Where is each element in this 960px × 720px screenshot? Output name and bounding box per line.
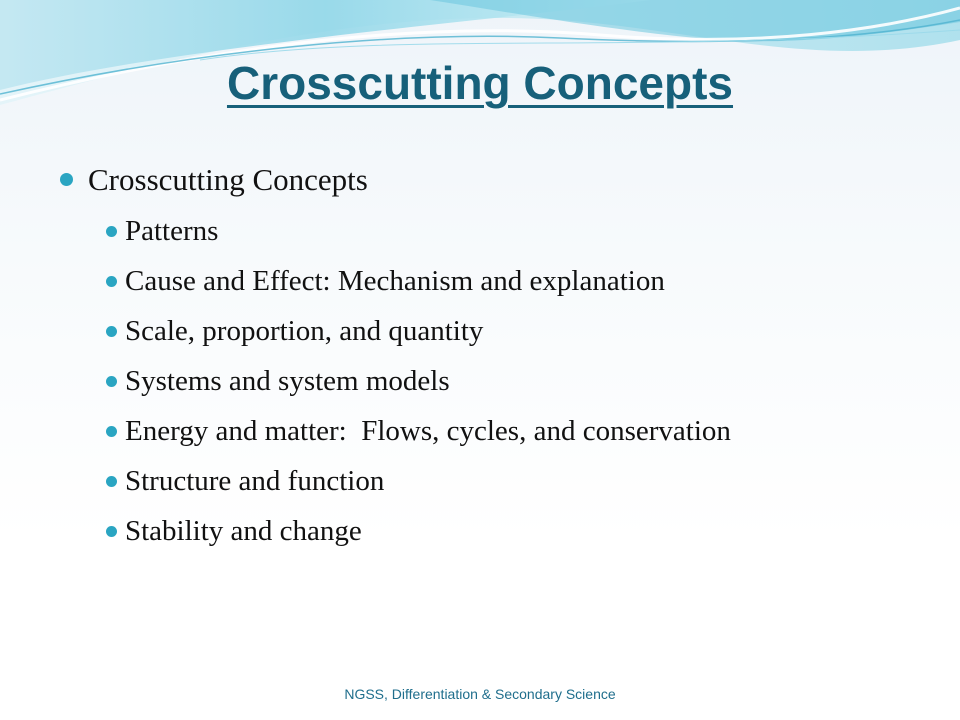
bullet-icon xyxy=(106,526,117,537)
list-item-label: Scale, proportion, and quantity xyxy=(125,315,484,347)
slide-title: Crosscutting Concepts xyxy=(226,57,734,109)
sub-bullet-list xyxy=(106,206,940,556)
list-item-label: Energy and matter: Flows, cycles, and conservation xyxy=(125,415,731,447)
list-item xyxy=(106,456,940,506)
list-item-label: Cause and Effect: Mechanism and explanation xyxy=(125,265,665,297)
list-item xyxy=(106,506,940,556)
bullet-icon xyxy=(106,276,117,287)
bullet-icon xyxy=(106,326,117,337)
list-item xyxy=(106,256,940,306)
list-item xyxy=(106,406,940,456)
list-item-label: Patterns xyxy=(125,215,219,247)
bullet-icon xyxy=(106,426,117,437)
bullet-icon xyxy=(60,173,73,186)
slide-footer: NGSS, Differentiation & Secondary Science xyxy=(344,686,616,702)
list-item-label: Crosscutting Concepts xyxy=(88,162,368,197)
list-item-label: Stability and change xyxy=(125,515,362,547)
list-item xyxy=(106,206,940,256)
bullet-icon xyxy=(106,226,117,237)
list-item-label: Structure and function xyxy=(125,465,385,497)
list-item xyxy=(106,306,940,356)
list-item xyxy=(106,356,940,406)
bullet-icon xyxy=(106,476,117,487)
bullet-icon xyxy=(106,376,117,387)
list-item xyxy=(60,158,940,202)
bullet-list xyxy=(60,158,940,202)
slide-content xyxy=(60,158,940,556)
list-item-label: Systems and system models xyxy=(125,365,450,397)
